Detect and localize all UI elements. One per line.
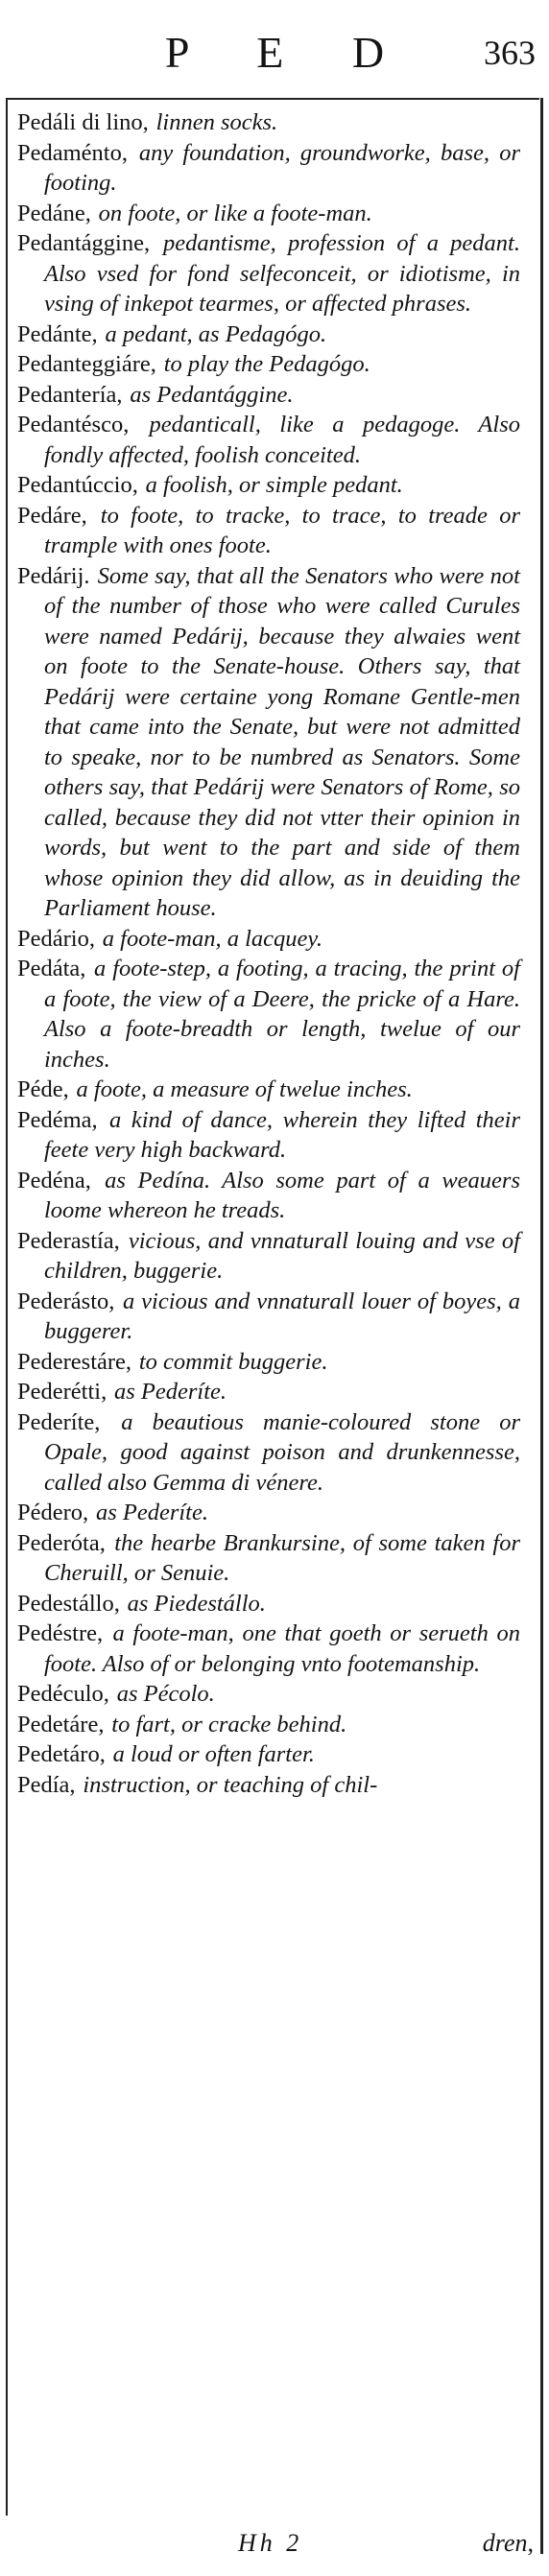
dictionary-entry (17, 1377, 520, 1407)
entry-definition: instruction, or teaching of chil- (83, 1771, 378, 1798)
dictionary-entry (17, 380, 520, 411)
entry-headword: Pédero, (17, 1500, 89, 1525)
entry-headword: Pederétti, (17, 1379, 107, 1405)
entry-headword: Pedéstre, (17, 1620, 104, 1646)
dictionary-entry (17, 1407, 520, 1499)
entry-headword: Pederásto, (17, 1288, 115, 1314)
entry-headword: Pedantággine, (17, 230, 151, 256)
dictionary-entry (17, 561, 520, 924)
dictionary-entry (17, 1105, 520, 1166)
entry-definition: as Piedestállo. (127, 1590, 266, 1617)
entry-headword: Pedía, (17, 1771, 76, 1798)
page-header (0, 27, 549, 84)
header-rule (6, 98, 539, 100)
dictionary-entry (17, 349, 520, 380)
page-footer (0, 2529, 549, 2567)
entry-headword: Pederóta, (17, 1529, 106, 1556)
entry-headword: Pedáne, (17, 200, 91, 226)
entry-definition: linnen socks. (155, 109, 278, 135)
dictionary-entry (17, 1287, 520, 1347)
entry-definition: vicious, and vnnaturall louing and vse of children, buggerie. (44, 1227, 520, 1284)
page-number: 363 (484, 34, 536, 72)
entry-headword: Pedantería, (17, 381, 123, 408)
entry-definition: to play the Pedagógo. (163, 351, 370, 377)
dictionary-entry (17, 1739, 520, 1770)
dictionary-entry (17, 138, 520, 199)
dictionary-entry (17, 1710, 520, 1740)
entry-definition: a kind of dance, wherein they lifted their feete very high backward. (44, 1106, 520, 1163)
dictionary-entry (17, 410, 520, 470)
dictionary-entry (17, 199, 520, 229)
entry-definition: to fart, or cracke behind. (111, 1711, 347, 1737)
entry-definition: on foote, or like a foote-man. (98, 200, 372, 226)
entry-headword: Pedánte, (17, 320, 98, 347)
entry-definition: as Pederíte. (114, 1379, 227, 1405)
entry-definition: a foote-man, one that goeth or serueth on foote. Also of or belonging vnto footemanship. (44, 1620, 520, 1677)
entry-headword: Pedárij. (17, 562, 90, 589)
entry-definition: a foote, a measure of twelue inches. (76, 1076, 413, 1102)
entry-definition: pedanticall, like a pedagoge. Also fondly affected, foolish conceited. (44, 412, 520, 468)
entry-list (17, 107, 520, 1800)
entry-definition: as Pedantággine. (130, 381, 294, 408)
entry-definition: as Pécolo. (116, 1681, 215, 1707)
entry-definition: a loud or often farter. (112, 1741, 315, 1767)
right-column-rule (540, 98, 543, 2554)
entry-definition: a pedant, as Pedagógo. (105, 320, 327, 347)
entry-headword: Péde, (17, 1076, 69, 1102)
left-column-rule (6, 98, 8, 2516)
entry-headword: Pederíte, (17, 1408, 101, 1435)
dictionary-entry (17, 1347, 520, 1378)
entry-headword: Pederastía, (17, 1227, 120, 1254)
entry-definition: Some say, that all the Senators who were not of the number of those who were called Curules were named Pedárij, because they alwaies went on foote to the Senate-house. Others say, that Pedárij were certaine yong Romane Gentle-men that came into the Senate, but were not admitted to speake, nor to be numbred as Senators. Some others say, that Pedárij were Senators of Rome, so called, because they did not vtter their opinion in words, but went to the part and side of them whose opinion they did allow, as in deuiding the Parliament house. (44, 562, 520, 921)
dictionary-entry (17, 1075, 520, 1105)
dictionary-entry (17, 1679, 520, 1710)
entry-headword: Pederestáre, (17, 1348, 132, 1375)
entry-headword: Pedaménto, (17, 139, 128, 166)
running-head: P E D (164, 28, 414, 77)
entry-headword: Pedáli di lino, (17, 109, 149, 135)
dictionary-entry (17, 228, 520, 319)
entry-headword: Pedanteggiáre, (17, 351, 156, 377)
dictionary-entry (17, 1619, 520, 1679)
dictionary-entry (17, 1166, 520, 1226)
entry-headword: Pedéculo, (17, 1681, 109, 1707)
entry-definition: to commit buggerie. (138, 1348, 328, 1375)
dictionary-entry (17, 107, 520, 138)
entry-definition: pedantisme, profession of a pedant. Also vsed for fond selfeconceit, or idiotisme, in vsing of inkepot tearmes, or affected phrases. (44, 230, 520, 317)
entry-definition: to foote, to tracke, to trace, to treade or trample with ones foote. (44, 502, 520, 558)
entry-headword: Pedéna, (17, 1167, 91, 1193)
entry-definition: a vicious and vnnaturall louer of boyes, a buggerer. (44, 1288, 520, 1344)
entry-headword: Pedáta, (17, 956, 86, 981)
entry-definition: as Pedína. Also some part of a weauers loome whereon he treads. (44, 1167, 520, 1223)
dictionary-entry (17, 501, 520, 561)
entry-headword: Pedestállo, (17, 1590, 120, 1617)
entry-definition: a foote-step, a footing, a tracing, the print of a foote, the view of a Deere, the pricke of a Hare. Also a foote-breadth or length, twelue of our inches. (44, 956, 520, 1073)
dictionary-entry (17, 954, 520, 1075)
entry-definition: the hearbe Brankursine, of some taken for Cheruill, or Senuie. (44, 1529, 520, 1586)
dictionary-entry (17, 1498, 520, 1528)
dictionary-entry (17, 470, 520, 501)
entry-headword: Pedário, (17, 925, 95, 952)
dictionary-entry (17, 1226, 520, 1287)
entry-definition: as Pederíte. (95, 1500, 208, 1525)
entry-headword: Pedantúccio, (17, 472, 138, 498)
entry-definition: any foundation, groundworke, base, or footing. (44, 139, 520, 196)
dictionary-entry (17, 1528, 520, 1589)
entry-headword: Pedetáre, (17, 1711, 105, 1737)
entry-definition: a foolish, or simple pedant. (145, 472, 403, 498)
dictionary-entry (17, 319, 520, 350)
entry-headword: Pedáre, (17, 502, 87, 529)
entry-headword: Pedéma, (17, 1106, 98, 1133)
signature-mark: Hh 2 (238, 2529, 303, 2557)
entry-definition: a beautious manie-coloured stone or Opale, good against poison and drunkennesse, called also Gemma di vénere. (44, 1408, 520, 1496)
entry-headword: Pedetáro, (17, 1741, 106, 1767)
entry-definition: a foote-man, a lacquey. (102, 925, 323, 952)
entry-headword: Pedantésco, (17, 412, 130, 437)
catchword: dren, (482, 2529, 534, 2557)
dictionary-entry (17, 1770, 520, 1801)
dictionary-entry (17, 1589, 520, 1619)
dictionary-entry (17, 924, 520, 955)
